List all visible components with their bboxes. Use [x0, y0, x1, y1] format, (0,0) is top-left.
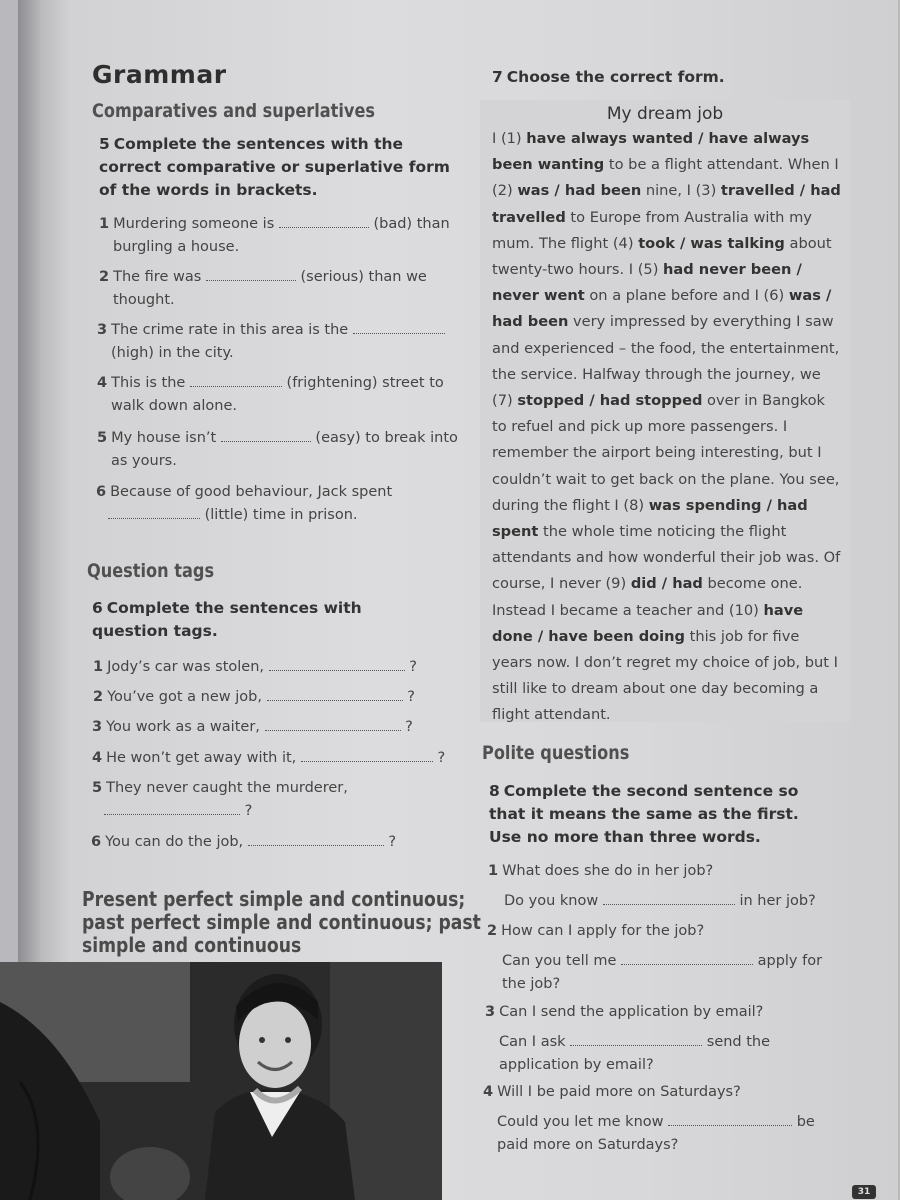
- exercise-5-instruction: [99, 133, 469, 202]
- item-text: Can I ask: [499, 1034, 566, 1050]
- story-fragment: over in Bangkok to refuel and pick up more passengers. I remember the airport being interesting, but I couldn’t wait to get back on the plane. You see, during the flight I (8): [492, 392, 840, 514]
- answer-blank[interactable]: [265, 716, 401, 731]
- ex8-item-1: [488, 860, 828, 913]
- item-text: the job?: [502, 976, 561, 992]
- heading-line: simple and continuous: [82, 933, 302, 957]
- choice-8[interactable]: was spending / had spent: [492, 496, 808, 541]
- item-text: as yours.: [111, 453, 177, 469]
- item-number: 2: [99, 269, 110, 285]
- item-text: The crime rate in this area is the: [111, 322, 349, 338]
- choice-6[interactable]: was / had been: [492, 287, 832, 331]
- ex5-item-2: [99, 266, 469, 312]
- item-text: application by email?: [499, 1057, 654, 1073]
- exercise-6-instruction: [92, 597, 442, 643]
- ex6-item-4: [92, 747, 462, 770]
- ex6-item-3: [92, 716, 452, 739]
- answer-blank[interactable]: [206, 266, 296, 281]
- item-question: Will I be paid more on Saturdays?: [497, 1084, 741, 1100]
- item-text: apply for: [757, 953, 823, 969]
- answer-blank[interactable]: [603, 890, 735, 905]
- story-fragment: to be a flight attendant. When I (2): [492, 156, 839, 200]
- question-mark: ?: [409, 659, 417, 675]
- item-text: (little) time in prison.: [204, 507, 358, 523]
- ex8-item-3: [485, 1001, 825, 1077]
- answer-blank[interactable]: [621, 950, 753, 965]
- ex6-item-2: [93, 686, 453, 709]
- item-text: (easy) to break into: [315, 430, 458, 446]
- ex5-item-5: [97, 427, 467, 473]
- item-text: (frightening) street to: [286, 375, 444, 391]
- question-mark: ?: [437, 750, 446, 766]
- story-fragment: on a plane before and I (6): [584, 287, 789, 305]
- item-question: How can I apply for the job?: [501, 923, 705, 939]
- item-text: Murdering someone is: [113, 216, 275, 232]
- question-mark: ?: [244, 803, 253, 819]
- item-text: You work as a waiter,: [106, 719, 260, 735]
- item-text: burgling a house.: [113, 239, 240, 255]
- question-mark: ?: [388, 834, 397, 850]
- instruction-text: Complete the sentences with the correct comparative or superlative form of the words in brackets.: [99, 135, 450, 199]
- ex6-item-6: [91, 831, 451, 854]
- story-fragment: the whole time noticing the flight attendants and how wonderful their job was. Of course, I never (9): [492, 523, 841, 593]
- story-fragment: this job for five years now. I don’t regret my choice of job, but I still like to dream about one day becoming a flight attendant.: [492, 627, 838, 724]
- choice-3[interactable]: travelled / had travelled: [492, 182, 841, 226]
- item-number: 6: [96, 484, 107, 500]
- ex6-item-5: [92, 777, 452, 823]
- item-text: paid more on Saturdays?: [497, 1137, 679, 1153]
- item-text: You can do the job,: [105, 834, 244, 850]
- answer-blank[interactable]: [269, 656, 405, 671]
- ex5-item-3: [97, 319, 467, 365]
- item-text: Jody’s car was stolen,: [107, 659, 264, 675]
- item-text: send the: [706, 1034, 771, 1050]
- item-text: My house isn’t: [111, 430, 217, 446]
- answer-blank[interactable]: [353, 319, 445, 334]
- story-fragment: become one. Instead I became a teacher and (10): [492, 575, 803, 619]
- item-number: 6: [91, 834, 102, 850]
- item-number: 3: [485, 1004, 496, 1020]
- answer-blank[interactable]: [267, 686, 403, 701]
- choice-4[interactable]: took / was talking: [638, 234, 785, 252]
- instruction-text: Complete the second sentence so that it means the same as the first. Use no more than three words.: [489, 782, 799, 846]
- story-fragment: nine, I (3): [641, 182, 721, 200]
- ex5-item-4: [97, 372, 467, 418]
- story-fragment: to Europe from Australia with my mum. The flight (4): [492, 208, 812, 252]
- heading-line: past perfect simple and continuous; past: [82, 910, 481, 934]
- answer-blank[interactable]: [104, 800, 240, 815]
- choice-2[interactable]: was / had been: [517, 182, 642, 200]
- answer-blank[interactable]: [570, 1031, 702, 1046]
- ex5-item-6: [96, 481, 466, 527]
- answer-blank[interactable]: [668, 1111, 792, 1126]
- item-number: 4: [92, 750, 103, 766]
- item-number: 1: [99, 216, 110, 232]
- section-title: Grammar: [92, 60, 227, 89]
- answer-blank[interactable]: [108, 504, 200, 519]
- answer-blank[interactable]: [221, 427, 311, 442]
- item-number: 1: [488, 863, 499, 879]
- story-title: My dream job: [606, 104, 724, 124]
- ex8-item-2: [487, 920, 827, 996]
- exercise-number: 7: [492, 68, 503, 86]
- choice-10[interactable]: have done / have been doing: [492, 601, 804, 645]
- item-text: (bad) than: [373, 216, 450, 232]
- story-text: [480, 126, 850, 729]
- story-fragment: about twenty-two hours. I (5): [492, 234, 832, 279]
- answer-blank[interactable]: [248, 831, 384, 846]
- answer-blank[interactable]: [301, 747, 433, 762]
- item-text: The fire was: [113, 269, 202, 285]
- exercise-number: 8: [489, 782, 500, 800]
- item-text: thought.: [113, 292, 175, 308]
- choice-7[interactable]: stopped / had stopped: [517, 392, 703, 410]
- item-text: This is the: [111, 375, 186, 391]
- answer-blank[interactable]: [279, 213, 369, 228]
- present-perfect-heading: [82, 888, 481, 957]
- exercise-number: 5: [99, 135, 110, 153]
- answer-blank[interactable]: [190, 372, 282, 387]
- item-text: walk down alone.: [111, 398, 238, 414]
- item-text: (serious) than we: [300, 269, 427, 285]
- exercise-7-instruction: [492, 66, 852, 89]
- ex6-item-1: [93, 656, 453, 679]
- heading-line: Present perfect simple and continuous;: [82, 887, 466, 911]
- item-number: 3: [97, 322, 108, 338]
- story-fragment: very impressed by everything I saw and experienced – the food, the entertainment, the service. Halfway through the journey, we (7): [492, 313, 840, 410]
- choice-1[interactable]: have always wanted / have always been wanting: [492, 130, 810, 174]
- story-fragment: I (1): [492, 130, 527, 147]
- choice-5[interactable]: had never been / never went: [492, 261, 802, 305]
- item-question: Can I send the application by email?: [499, 1004, 764, 1020]
- item-number: 1: [93, 659, 104, 675]
- flight-attendant-photo: [0, 962, 442, 1200]
- item-text: (high) in the city.: [111, 345, 234, 361]
- item-text: in her job?: [739, 893, 816, 909]
- item-number: 4: [483, 1084, 494, 1100]
- item-question: What does she do in her job?: [502, 863, 714, 879]
- question-mark: ?: [405, 719, 413, 735]
- item-number: 5: [92, 780, 103, 796]
- item-number: 3: [92, 719, 103, 735]
- item-text: Because of good behaviour, Jack spent: [110, 484, 393, 500]
- photo-illustration: [0, 962, 442, 1200]
- item-text: Can you tell me: [502, 953, 617, 969]
- item-number: 2: [93, 689, 104, 705]
- dream-job-text-box: [480, 100, 850, 722]
- item-text: be: [796, 1114, 815, 1130]
- item-text: You’ve got a new job,: [107, 689, 262, 705]
- item-text: He won’t get away with it,: [106, 750, 297, 766]
- choice-9[interactable]: did / had: [630, 575, 703, 593]
- instruction-text: Choose the correct form.: [506, 68, 725, 86]
- ex8-item-4: [483, 1081, 823, 1157]
- item-text: Could you let me know: [497, 1114, 664, 1130]
- item-number: 4: [97, 375, 108, 391]
- polite-questions-heading: Polite questions: [482, 742, 630, 764]
- instruction-text: Complete the sentences with question tags.: [92, 599, 362, 640]
- exercise-8-instruction: [489, 780, 834, 849]
- question-tags-heading: Question tags: [87, 560, 215, 582]
- item-text: They never caught the murderer,: [106, 780, 348, 796]
- item-number: 5: [97, 430, 108, 446]
- item-text: Do you know: [504, 893, 599, 909]
- ex5-item-1: [99, 213, 469, 259]
- exercise-number: 6: [92, 599, 103, 617]
- comparatives-heading: Comparatives and superlatives: [92, 100, 376, 122]
- page-number: 31: [852, 1185, 876, 1199]
- question-mark: ?: [407, 689, 415, 705]
- item-number: 2: [487, 923, 498, 939]
